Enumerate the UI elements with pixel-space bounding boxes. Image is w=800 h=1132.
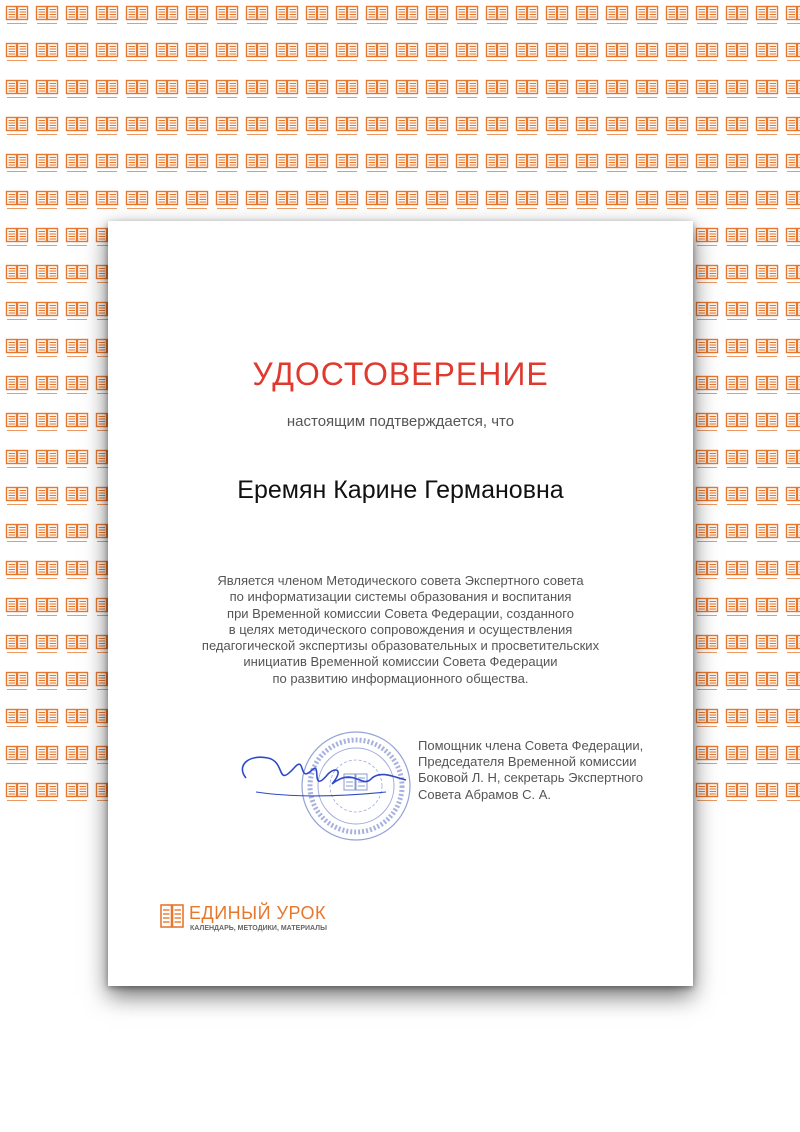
statement-line: педагогической экспертизы образовательных и просветительских xyxy=(201,638,600,654)
signature-stamp xyxy=(236,726,416,851)
statement-line: Является членом Методического совета Экспертного совета xyxy=(217,573,584,588)
signer-line: Председателя Временной комиссии xyxy=(418,754,637,770)
open-book-icon xyxy=(160,903,184,931)
certificate-sheet xyxy=(108,221,693,986)
signer-line: Боковой Л. Н, секретарь Экспертного xyxy=(418,770,644,786)
signer-line: Помощник члена Совета Федерации, xyxy=(418,738,644,753)
recipient-name: Еремян Карине Германовна xyxy=(237,476,564,504)
signer-info xyxy=(418,738,678,803)
brand-logo xyxy=(160,903,327,936)
statement-line: инициатив Временной комиссии Совета Федерации xyxy=(243,654,558,670)
statement-line: по развитию информационного общества. xyxy=(272,670,529,686)
signer-line: Совета Абрамов С. А. xyxy=(418,786,551,802)
statement-line: в целях методического сопровождения и осуществления xyxy=(228,621,573,637)
statement-line: при Временной комиссии Совета Федерации, созданного xyxy=(227,605,574,621)
statement-text xyxy=(158,573,643,687)
brand-name: ЕДИНЫЙ УРОК xyxy=(189,903,327,923)
brand-tagline: КАЛЕНДАРЬ, МЕТОДИКИ, МАТЕРИАЛЫ xyxy=(190,925,327,932)
statement-line: по информатизации системы образования и воспитания xyxy=(229,589,572,605)
certificate-subtitle: настоящим подтверждается, что xyxy=(286,413,515,430)
certificate-title: УДОСТОВЕРЕНИЕ xyxy=(252,356,549,392)
